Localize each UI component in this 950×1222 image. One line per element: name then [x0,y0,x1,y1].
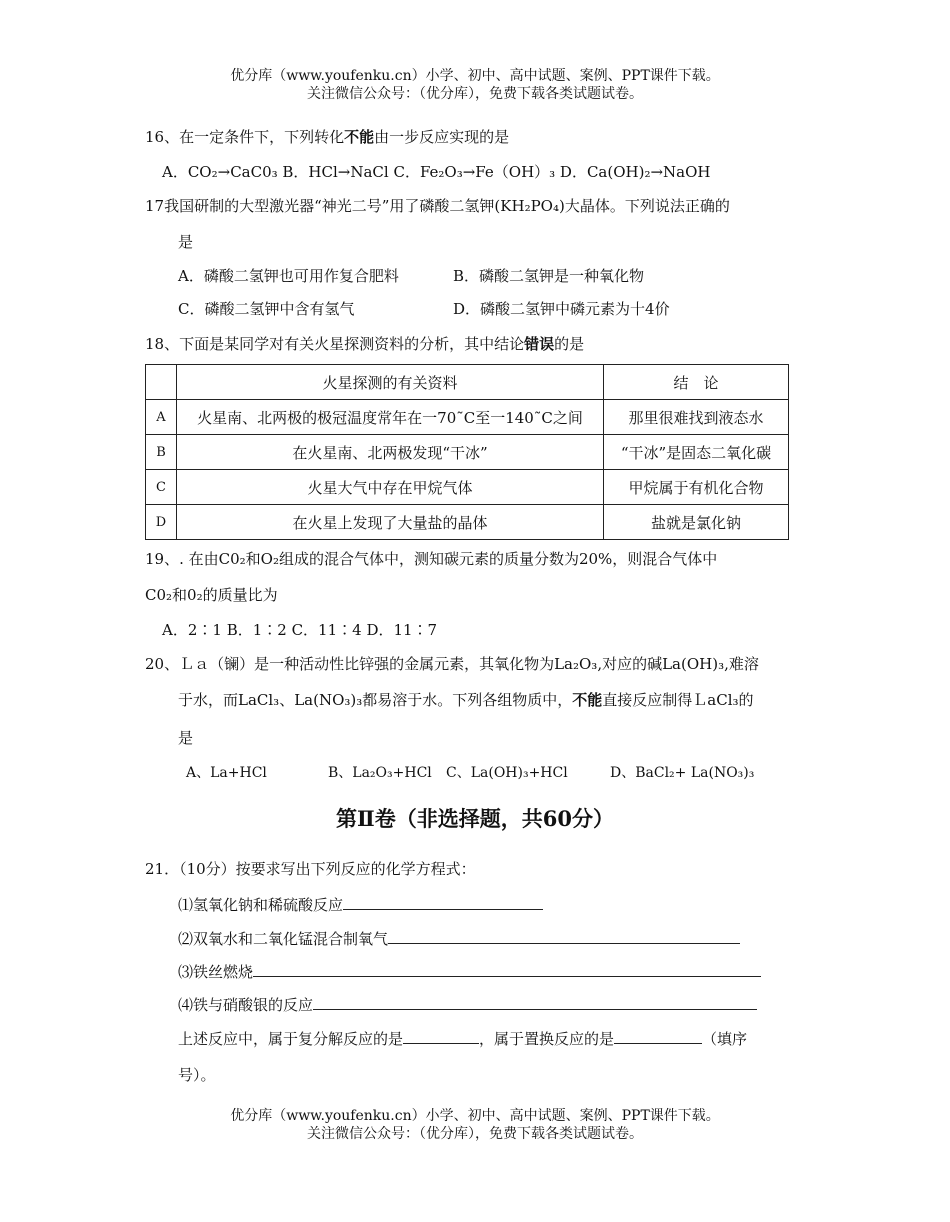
row-conclusion: 盐就是氯化钠 [604,505,789,540]
row-conclusion: 那里很难找到液态水 [604,400,789,435]
q19-options: A．2∶1 B．1∶2 C．11∶4 D．11∶7 [162,621,438,639]
answer-blank[interactable] [313,994,757,1010]
header-line-2: 关注微信公众号：（优分库），免费下载各类试题试卷。 [307,86,643,102]
q17-option-c: C．磷酸二氢钾中含有氢气 [178,300,355,318]
row-data: 在火星上发现了大量盐的晶体 [177,505,604,540]
row-label: A [146,400,177,435]
header-line-1: 优分库（www.youfenku.cn）小学、初中、高中试题、案例、PPT课件下载。 [230,68,720,84]
answer-blank[interactable] [403,1028,479,1044]
mars-data-table [145,364,789,540]
row-data: 在火星南、北两极发现“干冰” [177,435,604,470]
row-label: C [146,470,177,505]
table-row [146,505,789,540]
row-label: D [146,505,177,540]
answer-blank[interactable] [614,1028,702,1044]
answer-blank[interactable] [253,961,761,977]
table-header-cell: 火星探测的有关资料 [177,365,604,400]
q20-stem: 20、Ｌａ（镧）是一种活动性比锌强的金属元素，其氧化物为La₂O₃,对应的碱La(OH)₃,难溶 [145,655,759,673]
q16-stem: 16、在一定条件下，下列转化不能由一步反应实现的是 [145,128,510,146]
q21-item-4: ⑷铁与硝酸银的反应 [178,994,757,1016]
footer-line-2: 关注微信公众号：（优分库），免费下载各类试题试卷。 [307,1126,643,1142]
q17-option-a: A．磷酸二氢钾也可用作复合肥料 [178,267,399,285]
q19-stem: 19、. 在由C0₂和O₂组成的混合气体中，测知碳元素的质量分数为20%，则混合气体中 [145,550,718,568]
q17-stem-cont: 是 [178,233,194,251]
q20-stem-end: 是 [178,729,194,747]
row-data: 火星大气中存在甲烷气体 [177,470,604,505]
table-row [146,435,789,470]
q16-options: A．CO₂→CaC0₃ B．HCl→NaCl C．Fe₂O₃→Fe（OH）₃ D．Ca(OH)₂→NaOH [162,163,711,181]
q21-item-3: ⑶铁丝燃烧 [178,961,761,983]
section-title: 第Ⅱ卷（非选择题，共60分） [336,806,614,831]
table-header-row [146,365,789,400]
q21-stem: 21．（10分）按要求写出下列反应的化学方程式： [145,860,476,878]
q19-stem-cont: C0₂和0₂的质量比为 [145,586,278,604]
table-row [146,400,789,435]
q18-stem: 18、下面是某同学对有关火星探测资料的分析，其中结论错误的是 [145,335,585,353]
row-data: 火星南、北两极的极冠温度常年在一70˜C至一140˜C之间 [177,400,604,435]
answer-blank[interactable] [388,928,740,944]
q20-stem-cont: 于水，而LaCl₃、La(NO₃)₃都易溶于水。下列各组物质中，不能直接反应制得ＬaCl₃的 [178,691,754,709]
q21-item-1: ⑴氢氧化钠和稀硫酸反应 [178,894,543,916]
q20-option-d: D、BaCl₂+ La(NO₃)₃ [610,765,755,781]
q21-followup-end: 号）。 [178,1066,216,1084]
q20-option-a: A、La+HCl [186,765,267,781]
answer-blank[interactable] [343,894,543,910]
q17-option-b: B．磷酸二氢钾是一种氧化物 [453,267,645,285]
row-label: B [146,435,177,470]
q21-followup: 上述反应中，属于复分解反应的是 ，属于置换反应的是 （填序 [178,1030,748,1048]
table-row [146,470,789,505]
table-header-cell: 结 论 [604,365,789,400]
q21-item-2: ⑵双氧水和二氧化锰混合制氧气 [178,928,740,950]
q20-option-b: B、La₂O₃+HCl [328,765,432,781]
q17-stem: 17我国研制的大型激光器“神光二号”用了磷酸二氢钾(KH₂PO₄)大晶体。下列说法正确的 [145,197,730,215]
row-conclusion: “干冰”是固态二氧化碳 [604,435,789,470]
q17-option-d: D．磷酸二氢钾中磷元素为十4价 [453,300,670,318]
row-conclusion: 甲烷属于有机化合物 [604,470,789,505]
q20-option-c: C、La(OH)₃+HCl [446,765,568,781]
table-header-cell [146,365,177,400]
footer-line-1: 优分库（www.youfenku.cn）小学、初中、高中试题、案例、PPT课件下载。 [230,1108,720,1124]
